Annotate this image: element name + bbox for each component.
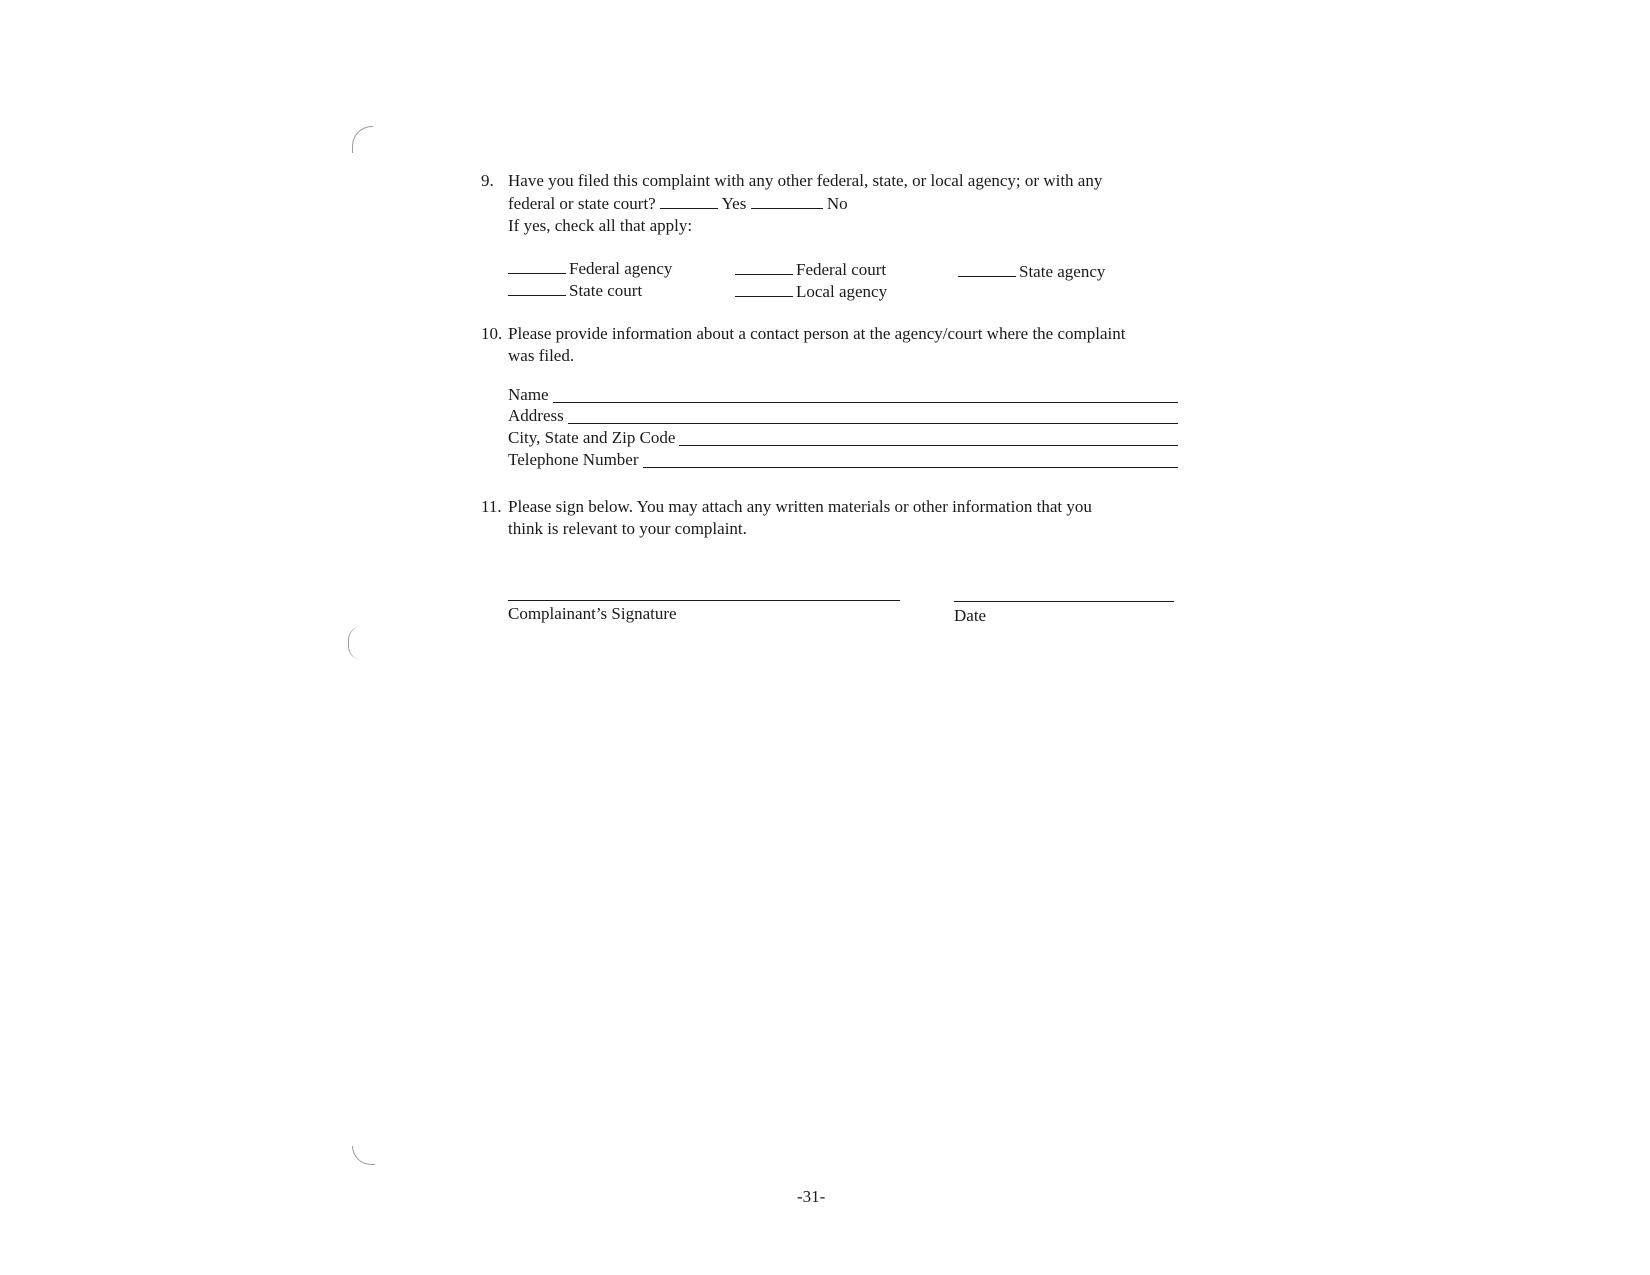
federal-court-blank[interactable] [735, 260, 793, 275]
q11-line2: think is relevant to your complaint. [508, 519, 747, 538]
federal-court-label: Federal court [796, 260, 887, 279]
q10-number: 10. [481, 324, 503, 343]
date-label: Date [954, 606, 987, 625]
checkbox-state-agency[interactable] [958, 262, 1105, 282]
contact-city-field[interactable] [679, 429, 1178, 446]
state-court-label: State court [569, 281, 643, 300]
q11-number: 11. [481, 497, 502, 516]
q9-line2-prefix: federal or state court? [508, 194, 656, 213]
contact-name-row [508, 385, 1178, 405]
page-number: -31- [797, 1187, 826, 1206]
q9-yes-blank[interactable] [660, 194, 718, 209]
q9-no-label: No [826, 194, 848, 213]
scan-mark-top [352, 126, 373, 153]
date-line[interactable] [954, 601, 1174, 602]
contact-telephone-label: Telephone Number [508, 450, 639, 469]
contact-address-row [508, 406, 1178, 426]
contact-telephone-field[interactable] [643, 451, 1178, 468]
contact-address-label: Address [508, 406, 564, 425]
checkbox-federal-court[interactable] [735, 260, 886, 280]
contact-city-row [508, 428, 1178, 448]
federal-agency-label: Federal agency [569, 259, 673, 278]
q9-line1: Have you filed this complaint with any other federal, state, or local agency; or with any [508, 171, 1103, 190]
state-agency-blank[interactable] [958, 262, 1016, 277]
q9-line2 [508, 194, 848, 214]
q9-yes-label: Yes [721, 194, 747, 213]
signature-label: Complainant’s Signature [508, 604, 677, 623]
q11-line1: Please sign below. You may attach any written materials or other information that you [508, 497, 1092, 516]
contact-city-label: City, State and Zip Code [508, 428, 676, 447]
state-court-blank[interactable] [508, 281, 566, 296]
state-agency-label: State agency [1019, 262, 1106, 281]
contact-address-field[interactable] [568, 407, 1178, 424]
contact-name-field[interactable] [553, 386, 1178, 403]
checkbox-federal-agency[interactable] [508, 259, 672, 279]
q9-no-blank[interactable] [751, 194, 823, 209]
local-agency-blank[interactable] [735, 282, 793, 297]
checkbox-state-court[interactable] [508, 281, 642, 301]
checkbox-local-agency[interactable] [735, 282, 887, 302]
federal-agency-blank[interactable] [508, 259, 566, 274]
scan-mark-middle [348, 626, 363, 660]
signature-line[interactable] [508, 600, 900, 601]
contact-name-label: Name [508, 385, 549, 404]
scan-mark-bottom [352, 1146, 375, 1165]
contact-telephone-row [508, 450, 1178, 470]
local-agency-label: Local agency [796, 282, 888, 301]
q10-line1: Please provide information about a contact person at the agency/court where the complaint [508, 324, 1126, 343]
q9-number: 9. [481, 171, 494, 190]
q9-line3: If yes, check all that apply: [508, 216, 693, 235]
q10-line2: was filed. [508, 346, 575, 365]
